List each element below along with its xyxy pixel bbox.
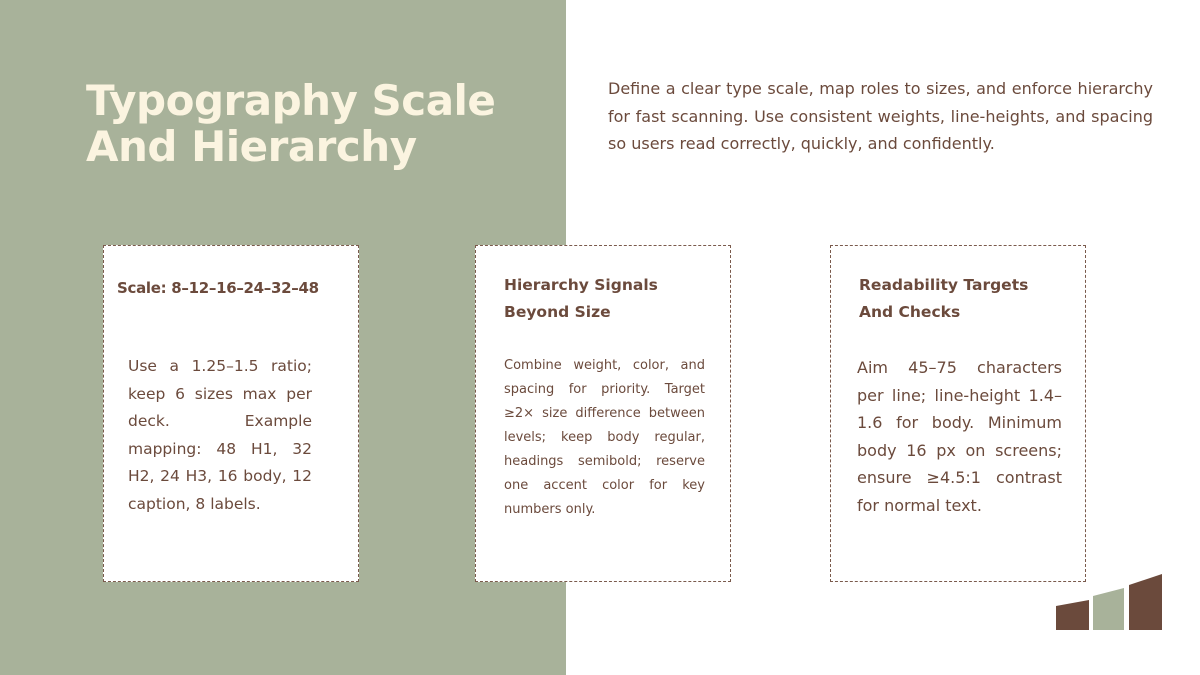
- card-heading: Hierarchy Signals Beyond Size: [504, 276, 658, 321]
- ascending-bars-icon: [1056, 574, 1162, 630]
- slide-title-line-1: Typography Scale: [86, 76, 496, 125]
- slide-title-line-2: And Hierarchy: [86, 122, 417, 171]
- card-scale: [103, 245, 359, 582]
- card-readability-targets: [830, 245, 1086, 582]
- card-heading: Scale: 8–12–16–24–32–48: [117, 279, 319, 297]
- bar-tall: [1129, 574, 1162, 630]
- card-body: Use a 1.25–1.5 ratio; keep 6 sizes max per deck. Example mapping: 48 H1, 32 H2, 24 H3, 16 body, 12 caption, 8 labels.: [128, 357, 312, 513]
- intro-paragraph: Define a clear type scale, map roles to sizes, and enforce hierarchy for fast scanning. Use consistent weights, line-heights, and spacing so users read correctly, quickly, and confidently.: [608, 79, 1153, 153]
- card-body: Aim 45–75 characters per line; line-height 1.4–1.6 for body. Minimum body 16 px on screens; ensure ≥4.5:1 contrast for normal text.: [857, 358, 1062, 515]
- slide-title: [86, 78, 546, 170]
- card-hierarchy-signals: [475, 245, 731, 582]
- bar-medium: [1093, 588, 1124, 630]
- card-heading: Readability Targets And Checks: [859, 276, 1029, 321]
- bar-short: [1056, 600, 1089, 630]
- card-body: Combine weight, color, and spacing for priority. Target ≥2× size difference between levels; keep body regular, headings semibold; reserve one accent color for key numbers only.: [504, 358, 705, 517]
